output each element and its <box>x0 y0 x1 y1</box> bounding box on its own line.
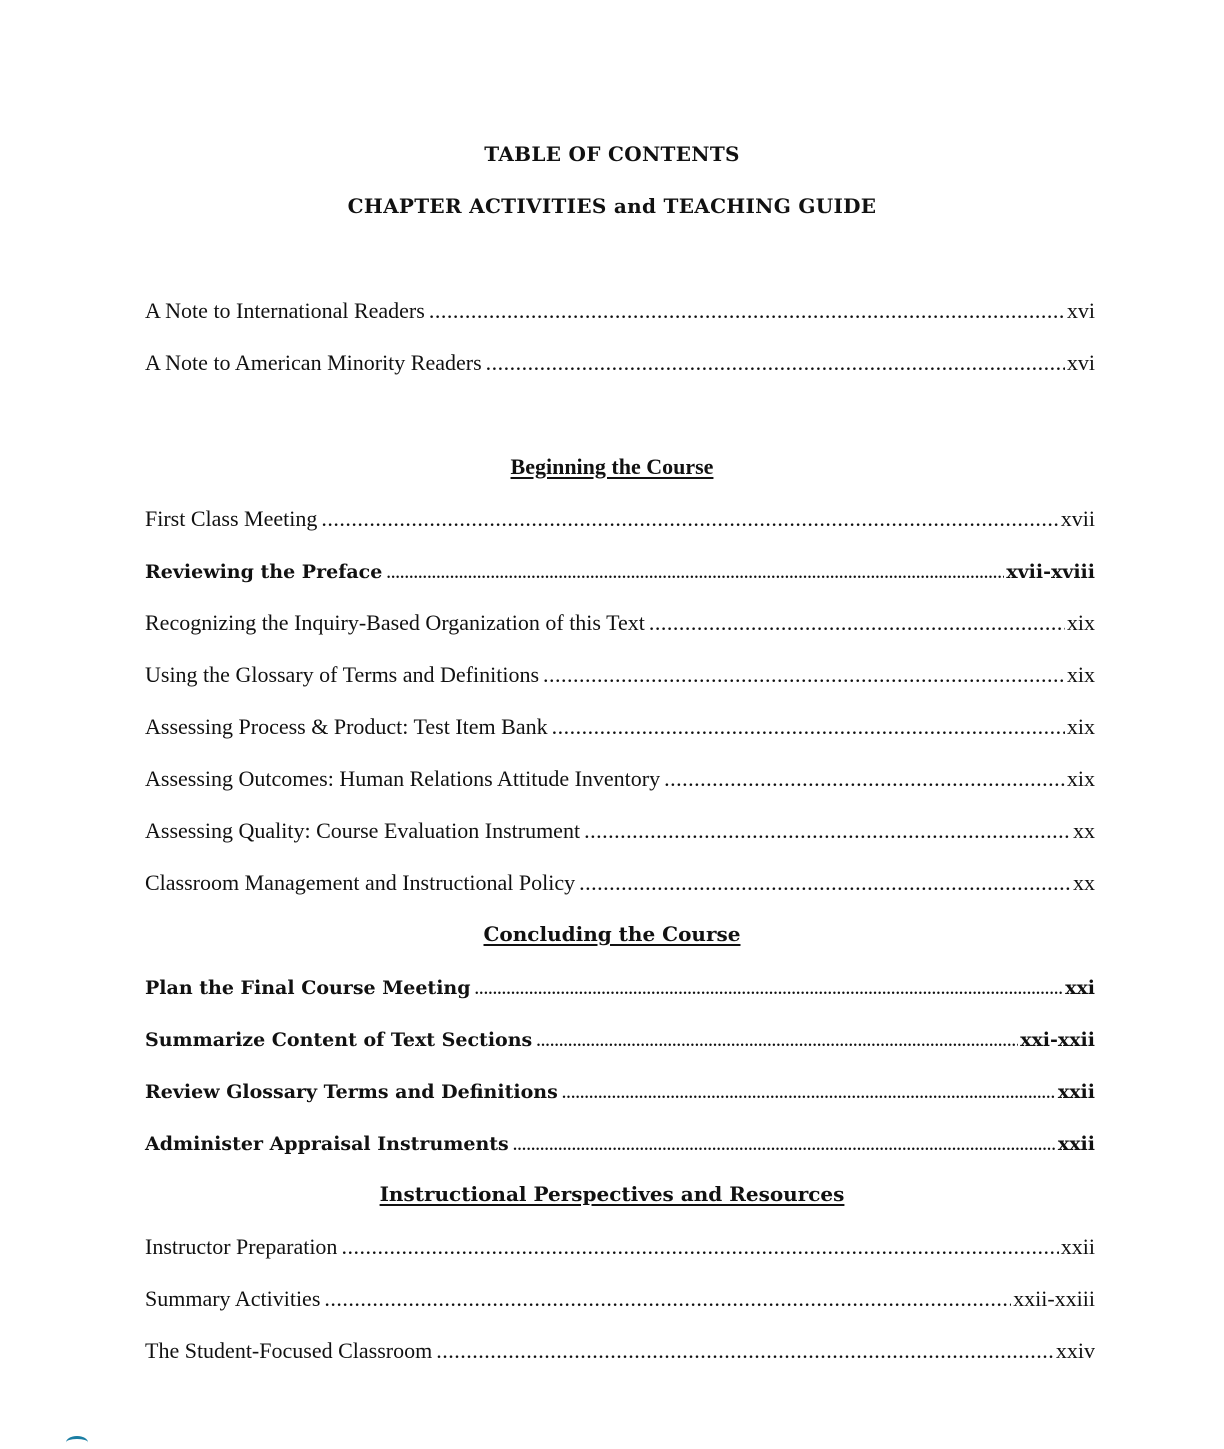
toc-entry[interactable] <box>145 1130 1095 1158</box>
toc-entry-label: Assessing Outcomes: Human Relations Attitude Inventory <box>145 766 661 791</box>
toc-entry[interactable] <box>145 349 1095 377</box>
toc-entry[interactable] <box>145 765 1095 793</box>
dot-leader <box>324 1285 1011 1313</box>
toc-entry[interactable] <box>145 1026 1095 1054</box>
dot-leader <box>436 1337 1054 1365</box>
toc-entry[interactable] <box>145 1078 1095 1106</box>
toc-entry-page: xvi <box>1066 298 1095 323</box>
toc-title: TABLE OF CONTENTS <box>484 142 740 166</box>
toc-entry-page: xix <box>1066 610 1095 635</box>
toc-entry-label: A Note to International Readers <box>145 298 425 323</box>
toc-entry-label: Administer Appraisal Instruments <box>145 1133 509 1155</box>
toc-entry[interactable] <box>145 661 1095 689</box>
toc-entry-label: Reviewing the Preface <box>145 561 383 583</box>
dot-leader <box>664 765 1065 793</box>
dot-leader <box>429 297 1065 325</box>
toc-entry-label: Summarize Content of Text Sections <box>145 1029 533 1051</box>
toc-entry-label: Instructor Preparation <box>145 1234 338 1259</box>
toc-entry-page: xxi-xxii <box>1020 1029 1095 1051</box>
toc-entry-label: Assessing Quality: Course Evaluation Instrument <box>145 818 581 843</box>
toc-subtitle: CHAPTER ACTIVITIES and TEACHING GUIDE <box>347 194 877 218</box>
dot-leader <box>513 1133 1056 1161</box>
toc-entry-page: xvii <box>1060 506 1095 531</box>
toc-entry-page: xvii-xviii <box>1006 561 1095 583</box>
toc-entry[interactable] <box>145 297 1095 325</box>
dot-leader <box>341 1233 1058 1261</box>
section-heading-concluding: Concluding the Course <box>483 922 741 946</box>
toc-entry[interactable] <box>145 558 1095 586</box>
toc-entry-page: xix <box>1066 714 1095 739</box>
dot-leader <box>584 817 1071 845</box>
toc-entry-label: The Student-Focused Classroom <box>145 1338 433 1363</box>
toc-entry[interactable] <box>145 505 1095 533</box>
toc-entry-label: Recognizing the Inquiry-Based Organization of this Text <box>145 610 645 635</box>
toc-entry[interactable] <box>145 974 1095 1002</box>
section-heading-beginning: Beginning the Course <box>510 454 714 479</box>
toc-entry-label: Classroom Management and Instructional Policy <box>145 870 576 895</box>
toc-entry[interactable] <box>145 713 1095 741</box>
toc-entry-label: Summary Activities <box>145 1286 321 1311</box>
toc-entry[interactable] <box>145 869 1095 897</box>
toc-entry-page: xix <box>1066 766 1095 791</box>
dot-leader <box>552 713 1065 741</box>
dot-leader <box>543 661 1065 689</box>
toc-entry[interactable] <box>145 1233 1095 1261</box>
dot-leader <box>649 609 1065 637</box>
toc-entry-page: xxii-xxiii <box>1013 1286 1095 1311</box>
toc-entry-page: xx <box>1073 870 1095 895</box>
toc-entry-label: A Note to American Minority Readers <box>145 350 482 375</box>
section-heading-instructional: Instructional Perspectives and Resources <box>379 1182 845 1206</box>
toc-entry-page: xxii <box>1057 1133 1095 1155</box>
toc-entry-label: Plan the Final Course Meeting <box>145 977 471 999</box>
dot-leader <box>579 869 1071 897</box>
toc-entry[interactable] <box>145 817 1095 845</box>
toc-entry-page: xvi <box>1066 350 1095 375</box>
dot-leader <box>386 561 1004 589</box>
corner-logo-icon <box>66 1436 88 1449</box>
toc-entry[interactable] <box>145 609 1095 637</box>
toc-entry-page: xxiv <box>1055 1338 1095 1363</box>
toc-entry-page: xix <box>1066 662 1095 687</box>
dot-leader <box>321 505 1058 533</box>
toc-entry-label: First Class Meeting <box>145 506 318 531</box>
toc-entry-page: xx <box>1073 818 1095 843</box>
toc-entry-label: Assessing Process & Product: Test Item Bank <box>145 714 548 739</box>
toc-entry-page: xxii <box>1060 1234 1095 1259</box>
toc-entry-page: xxii <box>1057 1081 1095 1103</box>
toc-entry-page: xxi <box>1065 977 1095 999</box>
dot-leader <box>536 1029 1018 1057</box>
dot-leader <box>475 977 1064 1005</box>
toc-entry-label: Using the Glossary of Terms and Definitions <box>145 662 540 687</box>
toc-entry[interactable] <box>145 1337 1095 1365</box>
toc-entry-label: Review Glossary Terms and Definitions <box>145 1081 558 1103</box>
dot-leader <box>486 349 1065 377</box>
toc-entry[interactable] <box>145 1285 1095 1313</box>
dot-leader <box>562 1081 1056 1109</box>
